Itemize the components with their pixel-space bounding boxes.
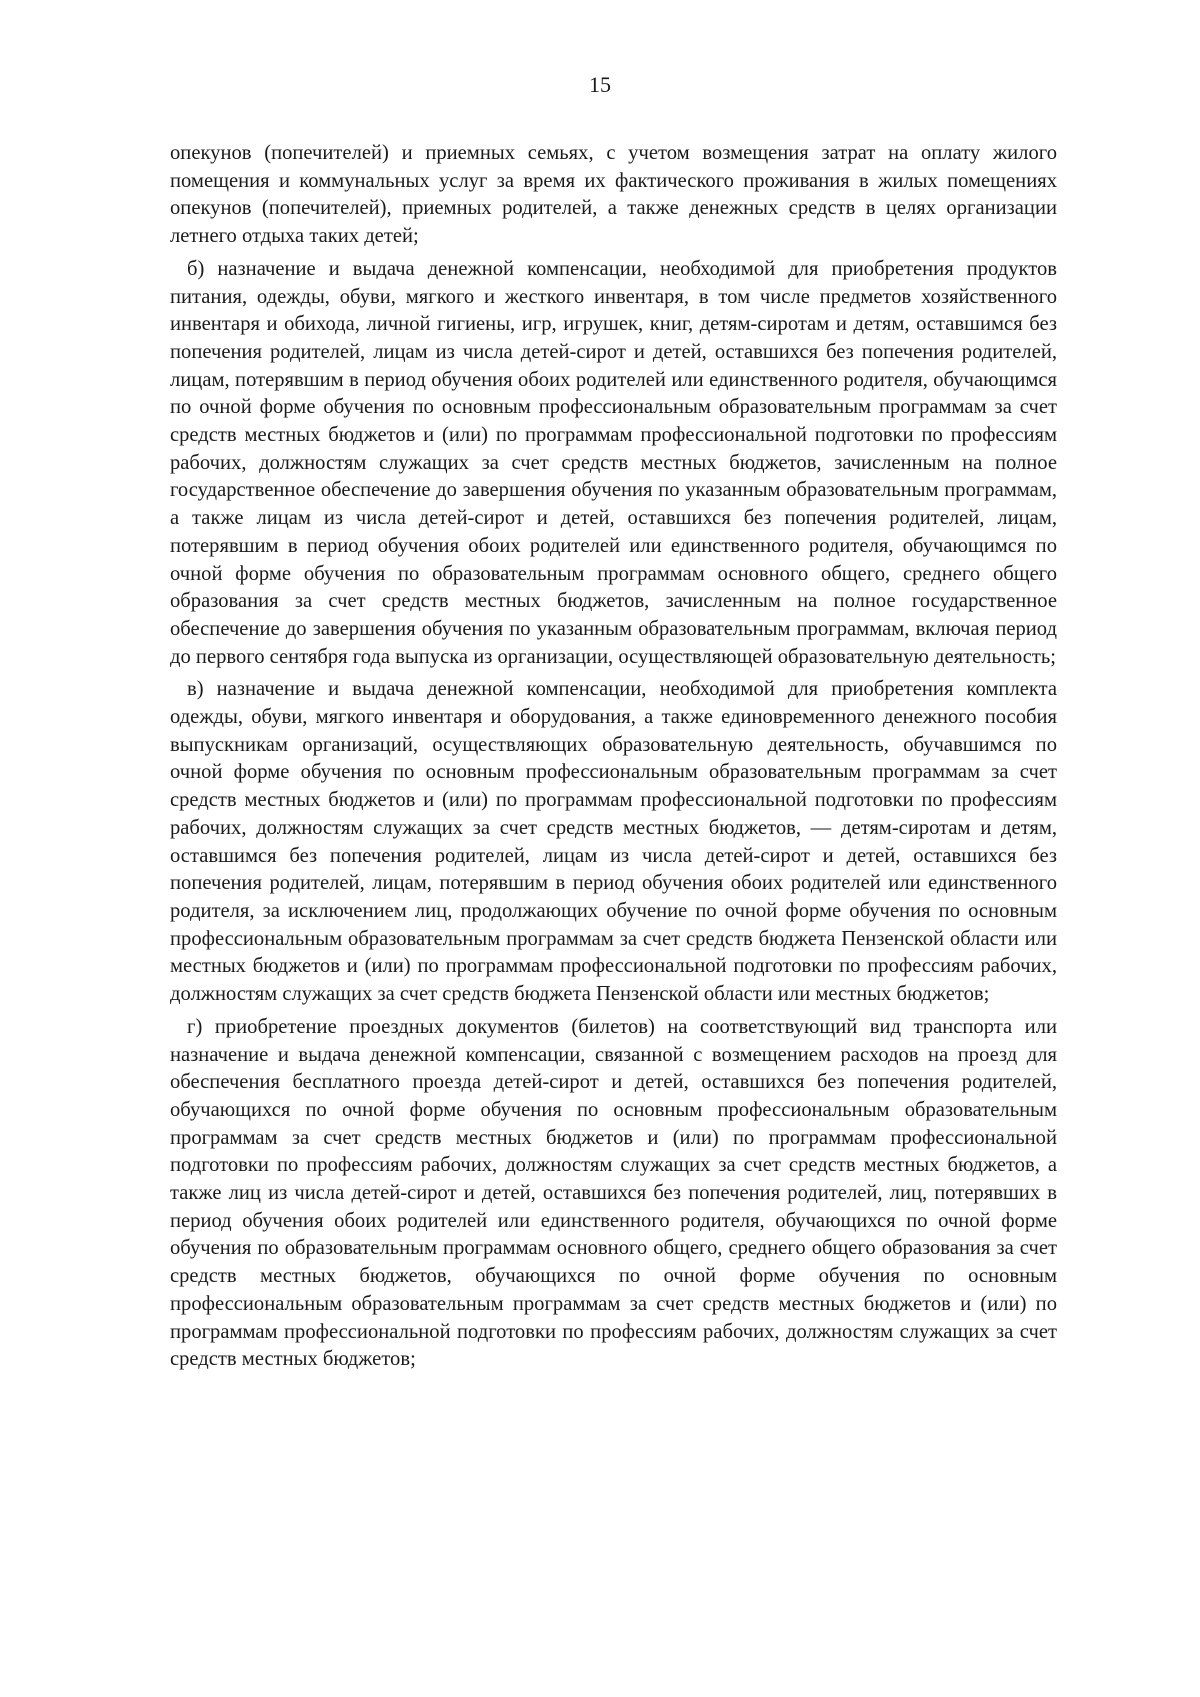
paragraph-continuation: опекунов (попечителей) и приемных семьях, с учетом возмещения затрат на оплату жилого помещения и коммунальных услуг за время их фактического проживания в жилых помещениях опекунов (попечителей), приемных родителей, а также денежных средств в целях организации летнего отдыха таких детей; xyxy=(170,142,1057,248)
paragraph-item-b: б) назначение и выдача денежной компенсации, необходимой для приобретения продуктов питания, одежды, обуви, мягкого и жесткого инвентаря, в том числе предметов хозяйственного инвентаря и обихода, личной гигиены, игр, игрушек, книг, детям-сиротам и детям, оставшимся без попечения родителей, лицам из числа детей-сирот и детей, оставшихся без попечения родителей, лицам, потерявшим в период обучения обоих родителей или единственного родителя, обучающимся по очной форме обучения по основным профессиональным образовательным программам за счет средств местных бюджетов и (или) по программам профессиональной подготовки по профессиям рабочих, должностям служащих за счет средств местных бюджетов, зачисленным на полное государственное обеспечение до завершения обучения по указанным образовательным программам, а также лицам из числа детей-сирот и детей, оставшихся без попечения родителей, лицам, потерявшим в период обучения обоих родителей или единственного родителя, обучающимся по очной форме обучения по образовательным программам основного общего, среднего общего образования за счет средств местных бюджетов, зачисленным на полное государственное обеспечение до завершения обучения по указанным образовательным программам, включая период до первого сентября года выпуска из организации, осуществляющей образовательную деятельность; xyxy=(170,257,1057,668)
page-number: 15 xyxy=(589,72,611,97)
document-body xyxy=(170,140,1057,1379)
paragraph-item-g: г) приобретение проездных документов (билетов) на соответствующий вид транспорта или назначение и выдача денежной компенсации, связанной с возмещением расходов на проезд для обеспечения бесплатного проезда детей-сирот и детей, оставшихся без попечения родителей, обучающихся по очной форме обучения по основным профессиональным образовательным программам за счет средств местных бюджетов и (или) по программам профессиональной подготовки по профессиям рабочих, должностям служащих за счет средств местных бюджетов, а также лиц из числа детей-сирот и детей, оставшихся без попечения родителей, лиц, потерявших в период обучения обоих родителей или единственного родителя, обучающихся по очной форме обучения по образовательным программам основного общего, среднего общего образования за счет средств местных бюджетов, обучающихся по очной форме обучения по основным профессиональным образовательным программам за счет средств местных бюджетов и (или) по программам профессиональной подготовки по профессиям рабочих, должностям служащих за счет средств местных бюджетов; xyxy=(170,1015,1057,1371)
paragraph-item-v: в) назначение и выдача денежной компенсации, необходимой для приобретения комплекта одежды, обуви, мягкого инвентаря и оборудования, а также единовременного денежного пособия выпускникам организаций, осуществляющих образовательную деятельность, обучавшимся по очной форме обучения по основным профессиональным образовательным программам за счет средств местных бюджетов и (или) по программам профессиональной подготовки по профессиям рабочих, должностям служащих за счет средств местных бюджетов, — детям-сиротам и детям, оставшимся без попечения родителей, лицам из числа детей-сирот и детей, оставшихся без попечения родителей, лицам, потерявшим в период обучения обоих родителей или единственного родителя, за исключением лиц, продолжающих обучение по очной форме обучения по основным профессиональным образовательным программам за счет средств бюджета Пензенской области или местных бюджетов и (или) по программам профессиональной подготовки по профессиям рабочих, должностям служащих за счет средств бюджета Пензенской области или местных бюджетов; xyxy=(170,678,1057,1006)
